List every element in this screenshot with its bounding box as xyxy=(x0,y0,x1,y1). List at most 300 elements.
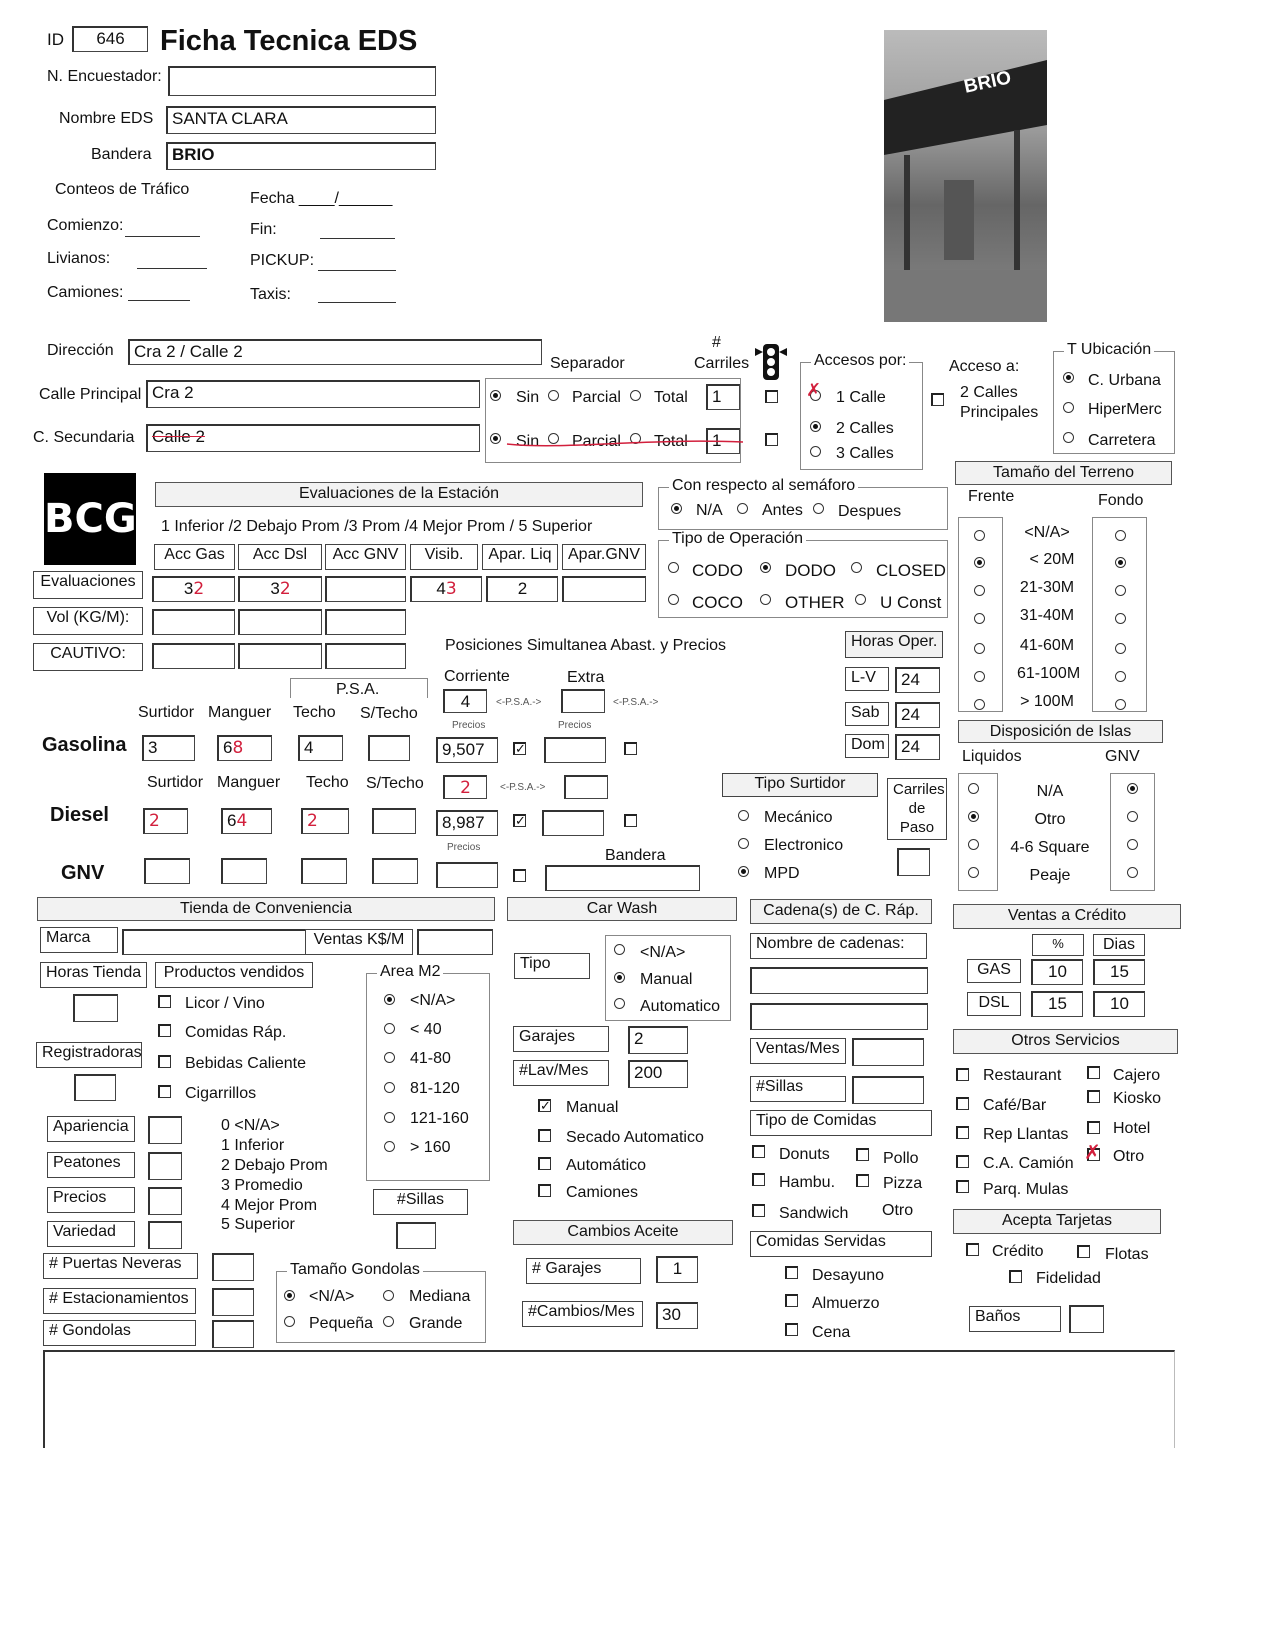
encuestador-field[interactable] xyxy=(168,66,436,96)
area-option-radio[interactable] xyxy=(384,1082,395,1093)
terreno-option-label: < 20M xyxy=(1029,551,1075,568)
hambu-checkbox[interactable] xyxy=(752,1173,765,1186)
ventas-km-field[interactable] xyxy=(417,929,493,955)
garajes-label: Garajes xyxy=(513,1026,609,1052)
carwash-manual-radio[interactable] xyxy=(614,972,625,983)
sandwich-checkbox[interactable] xyxy=(752,1204,765,1217)
extra-label: Extra xyxy=(567,669,605,686)
rep-llantas-label: Rep Llantas xyxy=(983,1126,1069,1143)
cw-camiones-checkbox[interactable] xyxy=(538,1184,551,1197)
area-option-label: 41-80 xyxy=(410,1050,451,1067)
marca-field[interactable] xyxy=(122,929,307,955)
pizza-label: Pizza xyxy=(883,1175,923,1192)
acceso-1-mark: ✗ xyxy=(806,380,822,401)
otro-servicio-mark: ✗ xyxy=(1084,1140,1101,1164)
gas-stecho-field[interactable] xyxy=(368,735,410,761)
credito-gas-dias-field[interactable]: 15 xyxy=(1093,959,1145,985)
dsl-corriente-checkbox[interactable]: ✓ xyxy=(515,813,526,828)
tarjeta-credito-checkbox[interactable] xyxy=(966,1243,979,1256)
acceso-1-label: 1 Calle xyxy=(836,389,886,406)
kiosko-label: Kiosko xyxy=(1113,1090,1162,1107)
acceso-a-label: Acceso a: xyxy=(949,358,1020,375)
station-photo xyxy=(884,30,1047,322)
fondo-option-radio[interactable] xyxy=(1115,671,1126,682)
bandera-label: Bandera xyxy=(91,146,152,163)
gas-psa-corriente-field[interactable]: 4 xyxy=(443,689,487,713)
hambu-label: Hambu. xyxy=(779,1174,836,1191)
col-apar-liq: Apar. Liq xyxy=(482,544,558,570)
comienzo-label: Comienzo: xyxy=(47,217,124,234)
calle-principal-label: Calle Principal xyxy=(39,386,142,403)
cafe-checkbox[interactable] xyxy=(956,1097,969,1110)
bandera-gnv-label: Bandera xyxy=(605,847,666,864)
calles-principales-checkbox[interactable] xyxy=(931,393,944,406)
cambios-mes-field[interactable]: 30 xyxy=(656,1302,698,1329)
garajes-field[interactable]: 2 xyxy=(628,1026,688,1054)
pizza-checkbox[interactable] xyxy=(856,1174,869,1187)
frente-option-radio[interactable] xyxy=(974,671,985,682)
dsl-manguer-hw: 4 xyxy=(236,811,248,831)
donuts-checkbox[interactable] xyxy=(752,1145,765,1158)
op-codo-radio[interactable] xyxy=(668,562,679,573)
peatones-field[interactable] xyxy=(148,1152,182,1180)
credito-dias-label: Dias xyxy=(1093,934,1145,956)
notes-area[interactable] xyxy=(43,1350,1175,1448)
horas-sab-field[interactable]: 24 xyxy=(895,702,940,728)
servicios-header: Otros Servicios xyxy=(953,1029,1178,1054)
nombre-eds-field[interactable]: SANTA CLARA xyxy=(166,106,436,134)
desayuno-checkbox[interactable] xyxy=(785,1266,798,1279)
camiones-field[interactable] xyxy=(128,300,190,301)
fondo-option-radio[interactable] xyxy=(1115,557,1126,568)
cw-automatico-checkbox[interactable] xyxy=(538,1157,551,1170)
credito-dsl-pct-field[interactable]: 15 xyxy=(1031,991,1083,1017)
dsl-techo-field[interactable] xyxy=(301,808,349,834)
carwash-automatico-radio[interactable] xyxy=(614,998,625,1009)
cadenas-ventas-label: Ventas/Mes xyxy=(750,1038,846,1064)
dsl-extra-checkbox[interactable] xyxy=(624,814,637,827)
area-option-label: > 160 xyxy=(410,1139,451,1156)
tarjeta-flotas-checkbox[interactable] xyxy=(1077,1245,1090,1258)
cautivo-gnv-field[interactable] xyxy=(325,643,406,669)
accesos-title: Accesos por: xyxy=(811,352,909,370)
horas-dom-field[interactable]: 24 xyxy=(895,734,940,760)
apariencia-field[interactable] xyxy=(148,1116,182,1144)
dsl-stecho-label: S/Techo xyxy=(366,775,424,792)
gnv-checkbox[interactable] xyxy=(513,869,526,882)
ubicacion-carretera-label: Carretera xyxy=(1088,432,1156,449)
area-option-radio[interactable] xyxy=(384,1052,395,1063)
gas-techo-label: Techo xyxy=(293,704,336,721)
rep-llantas-checkbox[interactable] xyxy=(956,1126,969,1139)
dsl-precio-extra-field[interactable] xyxy=(542,810,604,836)
gondolas-label: # Gondolas xyxy=(43,1320,196,1346)
islas-header: Disposición de Islas xyxy=(958,720,1163,743)
principal-semaforo-checkbox[interactable] xyxy=(765,390,778,403)
fondo-option-radio[interactable] xyxy=(1115,530,1126,541)
terreno-option-label: 21-30M xyxy=(1019,579,1075,596)
registradoras-field[interactable] xyxy=(74,1074,116,1101)
dsl-psa-arrow: <-P.S.A.-> xyxy=(500,782,546,793)
surtidor-mecanico-radio[interactable] xyxy=(738,810,749,821)
banos-label: Baños xyxy=(969,1306,1061,1332)
dsl-surtidor-field[interactable] xyxy=(143,808,188,834)
islas-liquidos-radio[interactable] xyxy=(968,867,979,878)
tarjeta-fidelidad-checkbox[interactable] xyxy=(1009,1270,1022,1283)
evaluaciones-header: Evaluaciones de la Estación xyxy=(155,482,643,507)
aceite-garajes-label: # Garajes xyxy=(526,1258,641,1284)
separador-label: Separador xyxy=(550,355,625,372)
eval-acc-gas-field[interactable] xyxy=(152,576,235,602)
estacionamientos-field[interactable] xyxy=(212,1288,254,1316)
banos-field[interactable] xyxy=(1069,1305,1104,1333)
dsl-psa-extra-field[interactable] xyxy=(564,775,608,799)
tipo-comidas-label: Tipo de Comidas xyxy=(750,1110,932,1136)
op-dodo-radio[interactable] xyxy=(760,562,771,573)
eval-acc-dsl-value: 3 xyxy=(270,579,280,598)
tienda-sillas-field[interactable] xyxy=(396,1222,436,1249)
ubicacion-hipermerc-radio[interactable] xyxy=(1063,402,1074,413)
tienda-scale-item: 2 Debajo Prom xyxy=(221,1157,328,1174)
evaluaciones-scale: 1 Inferior /2 Debajo Prom /3 Prom /4 Mejor Prom / 5 Superior xyxy=(161,518,593,535)
gas-stecho-label: S/Techo xyxy=(360,705,418,722)
precios-field[interactable] xyxy=(148,1187,182,1215)
gnv-stecho-field[interactable] xyxy=(372,858,418,884)
ubicacion-carretera-radio[interactable] xyxy=(1063,432,1074,443)
dsl-manguer-value: 6 xyxy=(227,811,237,830)
gnv-precio-field[interactable] xyxy=(436,862,498,888)
puertas-neveras-label: # Puertas Neveras xyxy=(43,1253,198,1279)
restaurant-checkbox[interactable] xyxy=(956,1068,969,1081)
eval-visib-hw: 3 xyxy=(445,579,457,599)
gondola-grande-radio[interactable] xyxy=(383,1316,394,1327)
gondola-mediana-radio[interactable] xyxy=(383,1290,394,1301)
taxis-field[interactable] xyxy=(318,302,396,303)
dsl-precio-corriente-field[interactable]: 8,987 xyxy=(436,810,498,836)
acceso-3-calles-radio[interactable] xyxy=(810,446,821,457)
islas-gnv-radio[interactable] xyxy=(1127,811,1138,822)
cautivo-dsl-field[interactable] xyxy=(238,643,322,669)
gas-surtidor-field[interactable]: 3 xyxy=(142,735,195,761)
estacionamientos-label: # Estacionamientos xyxy=(43,1288,196,1314)
dsl-techo-hw: 2 xyxy=(307,811,318,831)
semaforo-despues-label: Despues xyxy=(838,503,902,520)
row-cautivo: CAUTIVO: xyxy=(33,643,143,671)
dsl-stecho-field[interactable] xyxy=(372,808,416,834)
islas-option-label: Otro xyxy=(1034,811,1066,828)
secundaria-sin-radio[interactable] xyxy=(490,433,501,444)
gondola-na-label: <N/A> xyxy=(309,1288,355,1305)
eval-apar-gnv-field[interactable] xyxy=(562,576,646,602)
islas-gnv-radio[interactable] xyxy=(1127,839,1138,850)
dsl-precios-label: Precios xyxy=(447,842,481,853)
eval-acc-dsl-field[interactable] xyxy=(238,576,322,602)
kiosko-checkbox[interactable] xyxy=(1087,1090,1100,1103)
fondo-option-radio[interactable] xyxy=(1115,643,1126,654)
id-label: ID xyxy=(47,30,64,49)
area-option-radio[interactable] xyxy=(384,1141,395,1152)
frente-option-radio[interactable] xyxy=(974,643,985,654)
frente-label: Frente xyxy=(968,488,1015,505)
gondolas-tamano-title: Tamaño Gondolas xyxy=(287,1261,423,1279)
col-acc-gas: Acc Gas xyxy=(154,544,235,570)
parq-mulas-label: Parq. Mulas xyxy=(983,1181,1069,1198)
diesel-label: Diesel xyxy=(50,804,109,826)
comienzo-field[interactable] xyxy=(125,236,200,237)
op-other-radio[interactable] xyxy=(760,594,771,605)
cigarrillos-checkbox[interactable] xyxy=(158,1085,171,1098)
carwash-automatico-label: Automatico xyxy=(640,998,721,1015)
gondola-pequena-radio[interactable] xyxy=(284,1316,295,1327)
comidas-servidas-label: Comidas Servidas xyxy=(750,1231,932,1257)
islas-liquidos-radio[interactable] xyxy=(968,783,979,794)
gnv-surtidor-field[interactable] xyxy=(144,858,190,884)
ubicacion-urbana-label: C. Urbana xyxy=(1088,372,1161,389)
horas-dom-label: Dom xyxy=(845,734,889,758)
area-option-label: 121-160 xyxy=(410,1110,469,1127)
op-uconst-radio[interactable] xyxy=(855,594,866,605)
islas-liquidos-label: Liquidos xyxy=(962,748,1022,765)
terreno-option-label: 61-100M xyxy=(1017,665,1081,682)
comidas-rap-label: Comidas Ráp. xyxy=(185,1024,287,1041)
op-coco-radio[interactable] xyxy=(668,594,679,605)
carriles-paso-label xyxy=(887,778,947,840)
almuerzo-label: Almuerzo xyxy=(812,1295,880,1312)
principal-total-radio[interactable] xyxy=(630,390,641,401)
surtidor-mpd-label: MPD xyxy=(764,865,800,882)
cw-automatico-label: Automático xyxy=(566,1157,647,1174)
nombre-cadenas-field-1[interactable] xyxy=(750,967,928,994)
vol-dsl-field[interactable] xyxy=(238,609,322,635)
photo-sign: BRIO xyxy=(962,67,1014,98)
cena-label: Cena xyxy=(812,1324,851,1341)
encuestador-label: N. Encuestador: xyxy=(47,68,162,85)
frente-option-radio[interactable] xyxy=(974,530,985,541)
carwash-na-radio[interactable] xyxy=(614,944,625,955)
dsl-surtidor-hw: 2 xyxy=(149,811,160,831)
credito-gas-label: GAS xyxy=(967,959,1021,983)
gondola-pequena-label: Pequeña xyxy=(309,1315,374,1332)
dsl-psa-corriente-field[interactable] xyxy=(443,775,487,799)
posiciones-title: Posiciones Simultanea Abast. y Precios xyxy=(445,637,727,654)
eval-visib-field[interactable] xyxy=(410,576,482,602)
area-option-radio[interactable] xyxy=(384,1112,395,1123)
fondo-option-radio[interactable] xyxy=(1115,613,1126,624)
fondo-option-radio[interactable] xyxy=(1115,585,1126,596)
secundaria-carriles-field[interactable]: 1 xyxy=(706,428,740,454)
surtidor-electronico-radio[interactable] xyxy=(738,838,749,849)
carwash-na-label: <N/A> xyxy=(640,944,686,961)
strike-mark xyxy=(505,436,745,450)
cena-checkbox[interactable] xyxy=(785,1323,798,1336)
eval-apar-liq-field[interactable]: 2 xyxy=(486,576,558,602)
pickup-label: PICKUP: xyxy=(250,252,315,269)
gondola-na-radio[interactable] xyxy=(284,1290,295,1301)
calle-principal-field[interactable]: Cra 2 xyxy=(146,380,480,408)
nombre-cadenas-field-2[interactable] xyxy=(750,1003,928,1030)
bebidas-label: Bebidas Caliente xyxy=(185,1055,306,1072)
livianos-field[interactable] xyxy=(137,268,207,269)
terreno-option-label: 31-40M xyxy=(1019,607,1075,624)
ventas-km-label: Ventas K$/M xyxy=(305,929,413,955)
cautivo-gas-field[interactable] xyxy=(152,643,235,669)
principal-carriles-field[interactable]: 1 xyxy=(706,384,740,410)
carriles-paso-field[interactable] xyxy=(897,848,930,876)
cadenas-ventas-field[interactable] xyxy=(852,1038,924,1066)
acceso-2-calles-radio[interactable] xyxy=(810,421,821,432)
eval-acc-gnv-field[interactable] xyxy=(325,576,406,602)
bandera-gnv-field[interactable] xyxy=(545,865,700,891)
cw-secado-checkbox[interactable] xyxy=(538,1129,551,1142)
gas-precios-label-1: Precios xyxy=(452,720,486,731)
frente-option-radio[interactable] xyxy=(974,699,985,710)
cadenas-sillas-field[interactable] xyxy=(852,1076,924,1104)
ubicacion-title: T Ubicación xyxy=(1064,341,1154,359)
station-photo-drawing xyxy=(884,30,1047,322)
area-option-radio[interactable] xyxy=(384,994,395,1005)
op-other-label: OTHER xyxy=(785,593,845,612)
gas-techo-field[interactable]: 4 xyxy=(298,735,343,761)
direccion-field[interactable]: Cra 2 / Calle 2 xyxy=(128,339,542,365)
frente-option-radio[interactable] xyxy=(974,585,985,596)
puertas-neveras-field[interactable] xyxy=(212,1253,254,1281)
gas-manguer-value: 6 xyxy=(223,738,233,757)
traffic-light-icon xyxy=(755,342,787,382)
hotel-checkbox[interactable] xyxy=(1087,1121,1100,1134)
tienda-sillas-label: #Sillas xyxy=(373,1189,468,1215)
principal-total-label: Total xyxy=(654,389,688,406)
fondo-label: Fondo xyxy=(1098,492,1144,509)
islas-liquidos-radio[interactable] xyxy=(968,839,979,850)
precios-label: Precios xyxy=(47,1187,135,1213)
surtidor-mpd-radio[interactable] xyxy=(738,866,749,877)
gas-precio-corriente-field[interactable]: 9,507 xyxy=(436,737,498,763)
horas-tienda-field[interactable] xyxy=(73,994,118,1022)
islas-option-label: N/A xyxy=(1036,783,1064,800)
islas-gnv-label: GNV xyxy=(1105,748,1140,765)
area-option-label: <N/A> xyxy=(410,992,456,1009)
semaforo-title: Con respecto al semáforo xyxy=(669,477,858,495)
gas-surtidor-label: Surtidor xyxy=(138,704,195,721)
parq-mulas-checkbox[interactable] xyxy=(956,1180,969,1193)
tienda-header: Tienda de Conveniencia xyxy=(37,897,495,921)
cw-manual-checkbox[interactable]: ✓ xyxy=(540,1098,551,1113)
calle-secundaria-field[interactable] xyxy=(146,424,480,452)
principal-sin-radio[interactable] xyxy=(490,390,501,401)
cajero-checkbox[interactable] xyxy=(1087,1066,1100,1079)
islas-gnv-radio[interactable] xyxy=(1127,867,1138,878)
eval-acc-gas-hw: 2 xyxy=(193,579,205,599)
op-uconst-label: U Const xyxy=(880,593,942,612)
gas-precios-label-2: Precios xyxy=(558,720,592,731)
gas-psa-extra-field[interactable] xyxy=(561,689,605,713)
credito-dsl-dias-field[interactable]: 10 xyxy=(1093,991,1145,1017)
licor-label: Licor / Vino xyxy=(185,995,265,1012)
lav-mes-field[interactable]: 200 xyxy=(628,1060,688,1088)
dsl-techo-label: Techo xyxy=(306,774,349,791)
calle-secundaria-label: C. Secundaria xyxy=(33,429,135,446)
gas-extra-checkbox[interactable] xyxy=(624,742,637,755)
secundaria-parcial-label: Parcial xyxy=(572,433,621,450)
cw-camiones-label: Camiones xyxy=(566,1184,639,1201)
gas-corriente-checkbox[interactable]: ✓ xyxy=(515,741,526,756)
islas-liquidos-radio[interactable] xyxy=(968,811,979,822)
row-vol: Vol (KG/M): xyxy=(33,607,143,635)
fin-field[interactable] xyxy=(320,238,395,239)
area-title: Area M2 xyxy=(377,963,443,981)
principal-parcial-radio[interactable] xyxy=(548,390,559,401)
frente-option-radio[interactable] xyxy=(974,557,985,568)
terreno-option-label: > 100M xyxy=(1020,693,1074,710)
horas-lv-field[interactable]: 24 xyxy=(895,667,940,693)
dsl-psa-hw: 2 xyxy=(460,778,471,798)
carriles-paso-2: de xyxy=(908,800,926,817)
traffic-title: Conteos de Tráfico xyxy=(55,181,190,198)
credito-header: Ventas a Crédito xyxy=(953,904,1181,929)
ubicacion-urbana-radio[interactable] xyxy=(1063,372,1074,383)
bebidas-checkbox[interactable] xyxy=(158,1055,171,1068)
desayuno-label: Desayuno xyxy=(812,1267,885,1284)
gas-manguer-hw: 8 xyxy=(232,738,244,758)
aceite-garajes-field[interactable]: 1 xyxy=(656,1256,698,1283)
pollo-checkbox[interactable] xyxy=(856,1148,869,1161)
credito-gas-pct-field[interactable]: 10 xyxy=(1031,959,1083,985)
fondo-option-radio[interactable] xyxy=(1115,699,1126,710)
tienda-scale-item: 4 Mejor Prom xyxy=(221,1197,318,1214)
id-field[interactable]: 646 xyxy=(72,26,148,52)
frente-option-radio[interactable] xyxy=(974,613,985,624)
gnv-label: GNV xyxy=(61,862,105,884)
semaforo-na-radio[interactable] xyxy=(671,503,682,514)
op-codo-label: CODO xyxy=(692,561,743,580)
acceso-3-label: 3 Calles xyxy=(836,445,894,462)
islas-gnv-radio[interactable] xyxy=(1127,783,1138,794)
secundaria-semaforo-checkbox[interactable] xyxy=(765,433,778,446)
licor-checkbox[interactable] xyxy=(158,995,171,1008)
nombre-eds-label: Nombre EDS xyxy=(59,110,154,127)
gas-precio-extra-field[interactable] xyxy=(544,737,606,763)
comidas-rap-checkbox[interactable] xyxy=(158,1024,171,1037)
almuerzo-checkbox[interactable] xyxy=(785,1294,798,1307)
tarjeta-flotas-label: Flotas xyxy=(1105,1246,1149,1263)
area-option-radio[interactable] xyxy=(384,1023,395,1034)
semaforo-despues-radio[interactable] xyxy=(813,503,824,514)
vol-gnv-field[interactable] xyxy=(325,609,406,635)
vol-gas-field[interactable] xyxy=(152,609,235,635)
calle-secundaria-value: Calle 2 xyxy=(152,427,205,446)
horas-sab-label: Sab xyxy=(845,702,889,726)
gondolas-field[interactable] xyxy=(212,1320,254,1348)
tarjetas-header: Acepta Tarjetas xyxy=(953,1209,1161,1234)
ca-camion-checkbox[interactable] xyxy=(956,1155,969,1168)
semaforo-antes-radio[interactable] xyxy=(737,503,748,514)
productos-label: Productos vendidos xyxy=(155,962,313,988)
bandera-field[interactable]: BRIO xyxy=(166,142,436,170)
page-title: Ficha Tecnica EDS xyxy=(160,25,418,57)
horas-tienda-label: Horas Tienda xyxy=(40,962,147,988)
terreno-option-label: <N/A> xyxy=(1024,524,1070,541)
variedad-field[interactable] xyxy=(148,1221,182,1249)
gnv-techo-field[interactable] xyxy=(301,858,347,884)
gas-manguer-field[interactable] xyxy=(217,735,272,761)
dsl-manguer-field[interactable] xyxy=(221,808,272,834)
pickup-field[interactable] xyxy=(318,270,396,271)
secundaria-sin-label: Sin xyxy=(516,433,540,450)
gasolina-label: Gasolina xyxy=(42,734,127,756)
operacion-title: Tipo de Operación xyxy=(669,530,806,548)
op-closed-radio[interactable] xyxy=(851,562,862,573)
gnv-manguer-field[interactable] xyxy=(221,858,267,884)
